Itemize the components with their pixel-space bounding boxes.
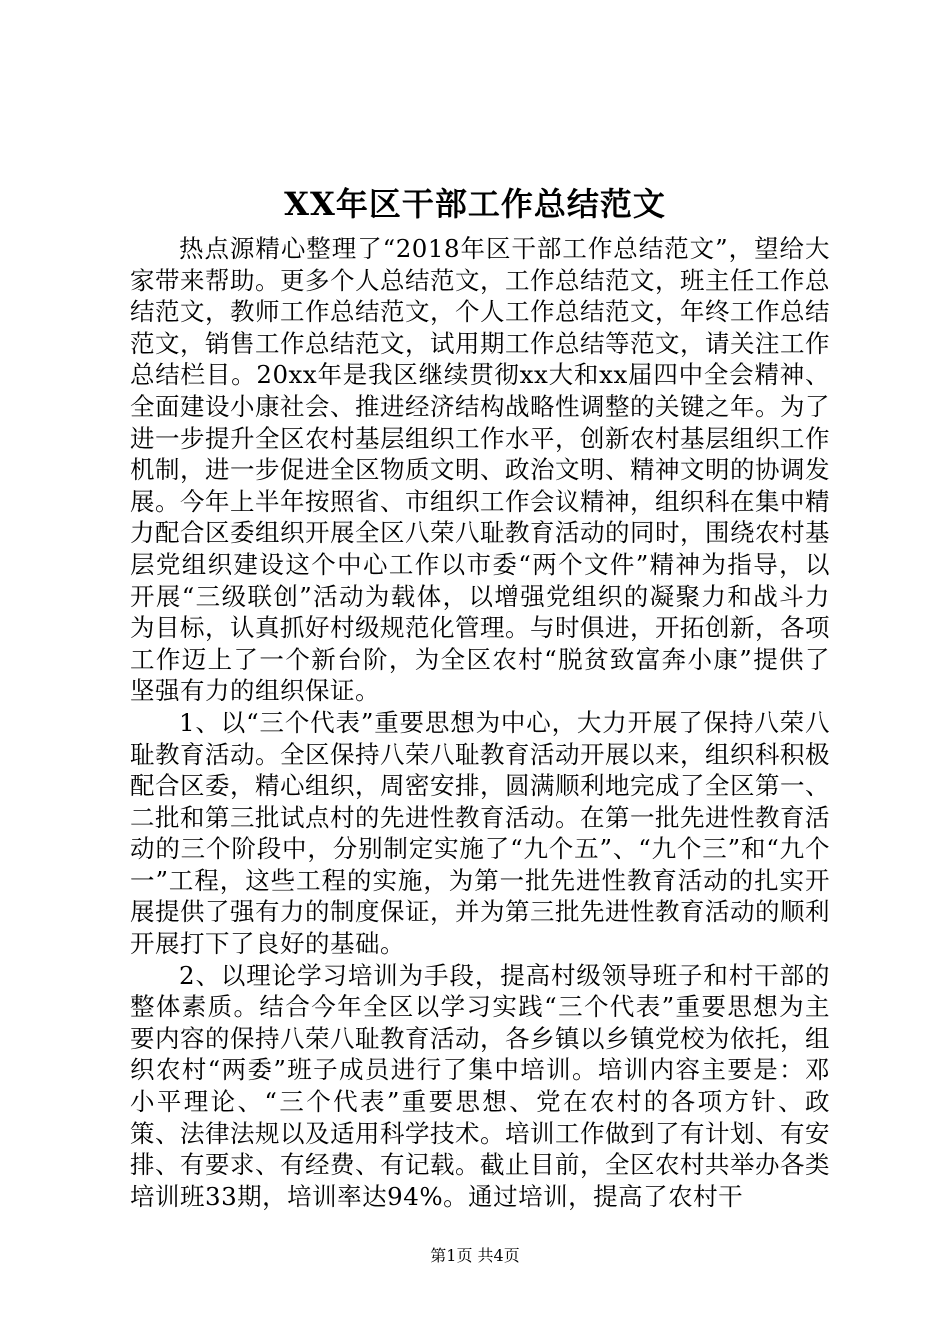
paragraph-intro: 热点源精心整理了“2018年区干部工作总结范文”，望给大家带来帮助。更多个人总结范文，工作总结范文，班主任工作总结范文，教师工作总结范文，个人工作总结范文，年终工作总结范文，销售工作总结范文，试用期工作总结等范文，请关注工作总结栏目。20xx年是我区继续贯彻xx大和xx届四中全会精神、全面建设小康社会、推进经济结构战略性调整的关键之年。为了进一步提升全区农村基层组织工作水平，创新农村基层组织工作机制，进一步促进全区物质文明、政治文明、精神文明的协调发展。今年上半年按照省、市组织工作会议精神，组织科在集中精力配合区委组织开展全区八荣八耻教育活动的同时，围绕农村基层党组织建设这个中心工作以市委“两个文件”精神为指导，以开展“三级联创”活动为载体，以增强党组织的凝聚力和战斗力为目标，认真抓好村级规范化管理。与时俱进，开拓创新，各项工作迈上了一个新台阶，为全区农村“脱贫致富奔小康”提供了坚强有力的组织保证。 [130,234,830,706]
document-body [130,233,830,1212]
page-footer: 第1页 共4页 [430,1246,520,1265]
document-title: XX年区干部工作总结范文 [284,185,666,223]
paragraph-item-2: 2、以理论学习培训为手段，提高村级领导班子和村干部的整体素质。结合今年全区以学习实践“三个代表”重要思想为主要内容的保持八荣八耻教育活动，各乡镇以乡镇党校为依托，组织农村“两委”班子成员进行了集中培训。培训内容主要是：邓小平理论、“三个代表”重要思想、党在农村的各项方针、政策、法律法规以及适用科学技术。培训工作做到了有计划、有安排、有要求、有经费、有记载。截止目前，全区农村共举办各类培训班33期，培训率达94%。通过培训，提高了农村干 [130,960,830,1211]
paragraph-item-1: 1、以“三个代表”重要思想为中心，大力开展了保持八荣八耻教育活动。全区保持八荣八耻教育活动开展以来，组织科积极配合区委，精心组织，周密安排，圆满顺利地完成了全区第一、二批和第三批试点村的先进性教育活动。在第一批先进性教育活动的三个阶段中，分别制定实施了“九个五”、“九个三”和“九个一”工程，这些工程的实施，为第一批先进性教育活动的扎实开展提供了强有力的制度保证，并为第三批先进性教育活动的顺利开展打下了良好的基础。 [130,707,830,959]
